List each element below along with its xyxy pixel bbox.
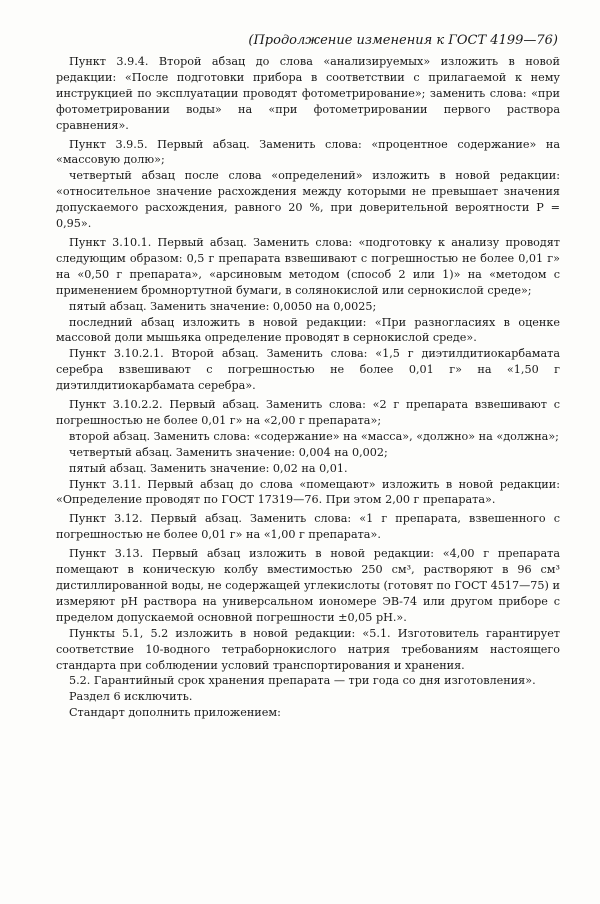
paragraph-p3-10-1-last: последний абзац изложить в новой редакции: «При разногласиях в оценке массовой доли мышьяка определение проводят в сернокислой среде». [56,315,560,345]
paragraph-p3-12: Пункт 3.12. Первый абзац. Заменить слова: «1 г препарата, взвешенного с погрешностью не более 0,01 г» на «1,00 г препарата». [56,512,560,542]
paragraph-p5-1: Пункты 5.1, 5.2 изложить в новой редакции: «5.1. Изготовитель гарантирует соответствие 10-водного тетраборнокислого натрия требованиям настоящего стандарта при соблюдении условий транспортирования и хранения. [56,626,560,672]
paragraph-p3-10-1-fifth: пятый абзац. Заменить значение: 0,0050 на 0,0025; [69,299,377,313]
paragraph-p3-13: Пункт 3.13. Первый абзац изложить в новой редакции: «4,00 г препарата помещают в коническую колбу вместимостью 250 см³, растворяют в 96 см³ дистиллированной воды, не содержащей углекислоты (готовят по ГОСТ 4517—75) и измеряют pH раствора на универсальном иономере ЭВ-74 или другом приборе с пределом допускаемой основной погрешности ±0,05 pH.». [56,547,560,624]
paragraph-p3-10-2-2-fifth: пятый абзац. Заменить значение: 0,02 на 0,01. [69,461,348,475]
paragraph-p3-9-4: Пункт 3.9.4. Второй абзац до слова «анализируемых» изложить в новой редакции: «После подготовки прибора в соответствии с прилагаемой к нему инструкцией по эксплуатации проводят фотометрирование»; заменить слова: «при фотометрировании воды» на «при фотометрировании первого раствора сравнения». [56,55,560,132]
paragraph-p3-10-2-2-fourth: четвертый абзац. Заменить значение: 0,004 на 0,002; [69,445,388,459]
paragraph-p3-10-2-2: Пункт 3.10.2.2. Первый абзац. Заменить слова: «2 г препарата взвешивают с погрешностью не более 0,01 г» на «2,00 г препарата»; [56,398,560,427]
paragraph-p3-11: Пункт 3.11. Первый абзац до слова «помещают» изложить в новой редакции: «Определение проводят по ГОСТ 17319—76. При этом 2,00 г препарата». [56,477,560,507]
paragraph-section6: Раздел 6 исключить. [69,690,193,704]
paragraph-p3-9-5: Пункт 3.9.5. Первый абзац. Заменить слова: «процентное содержание» на «массовую долю»; [56,137,560,167]
document-header: (Продолжение изменения к ГОСТ 4199—76) [248,33,558,48]
paragraph-p3-9-5-fourth: четвертый абзац после слова «определений» изложить в новой редакции: «относительное значение расхождения между которыми не превышает значения допускаемого расхождения, равного 20 %, при доверительной вероятности P = 0,95». [56,169,560,231]
paragraph-p3-10-2-1: Пункт 3.10.2.1. Второй абзац. Заменить слова: «1,5 г диэтилдитиокарбамата серебра взвешивают с погрешностью не более 0,01 г» на «1,50 г диэтилдитиокарбамата серебра». [56,347,560,393]
document-body [56,54,560,721]
paragraph-appendix: Стандарт дополнить приложением: [69,706,281,720]
paragraph-p3-10-2-2-second: второй абзац. Заменить слова: «содержание» на «масса», «должно» на «должна»; [69,429,559,443]
paragraph-p5-2: 5.2. Гарантийный срок хранения препарата — три года со дня изготовления». [69,674,536,688]
paragraph-p3-10-1: Пункт 3.10.1. Первый абзац. Заменить слова: «подготовку к анализу проводят следующим образом: 0,5 г препарата взвешивают с погрешностью не более 0,01 г» на «0,50 г препарата», «арсиновым методом (способ 2 или 1)» на «методом с применением бромнортутной бумаги, в солянокислой или сернокислой среде»; [56,235,560,297]
